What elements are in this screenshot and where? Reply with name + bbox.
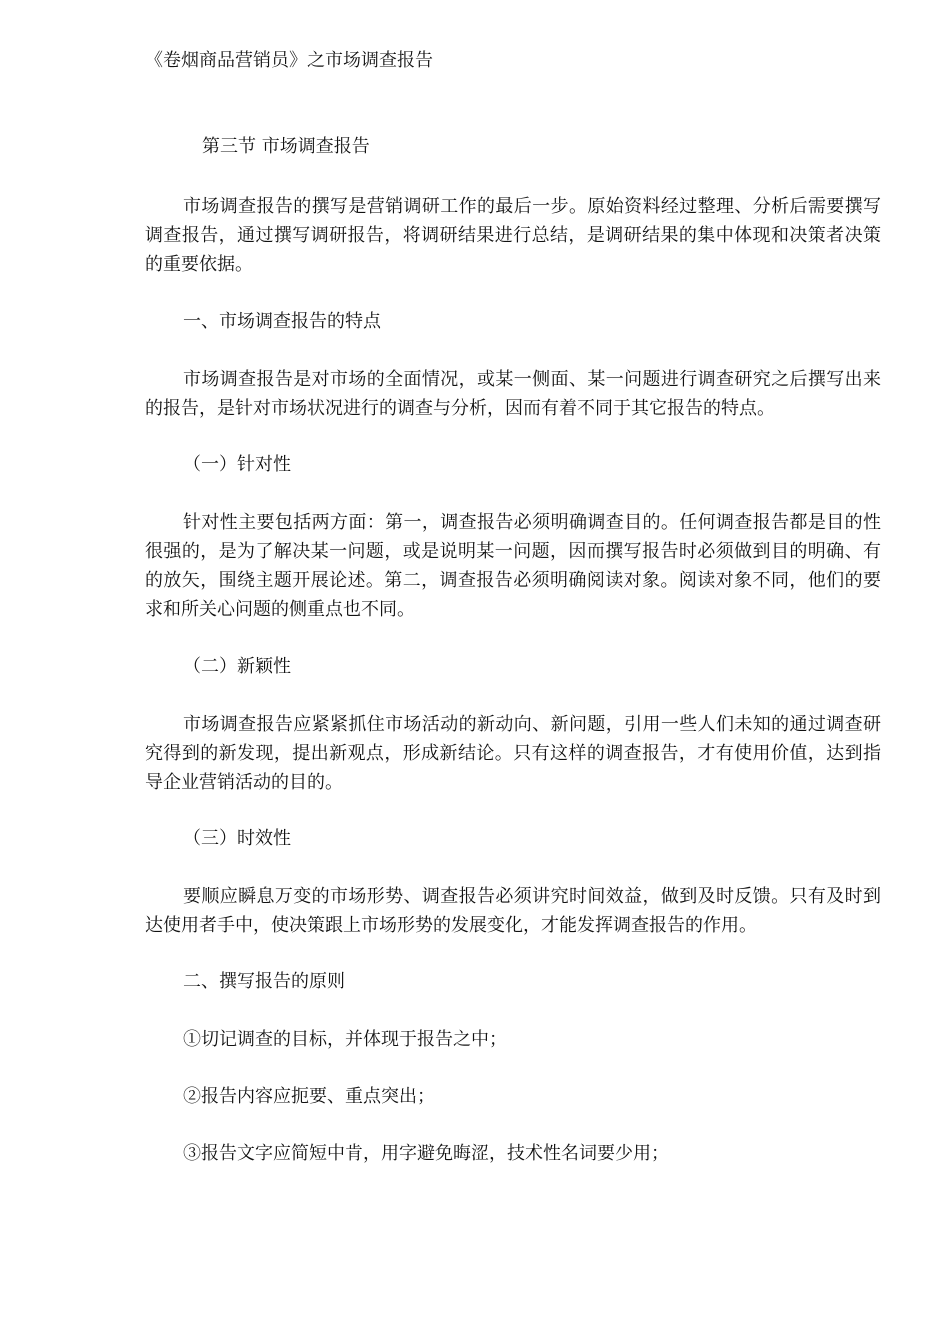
intro-paragraph: 市场调查报告的撰写是营销调研工作的最后一步。原始资料经过整理、分析后需要撰写调查报告，通过撰写调研报告，将调研结果进行总结，是调研结果的集中体现和决策者决策的重要依据。 bbox=[145, 196, 881, 275]
sub3-heading: （三）时效性 bbox=[183, 828, 291, 849]
sub1-paragraph: 针对性主要包括两方面：第一，调查报告必须明确调查目的。任何调查报告都是目的性很强的，是为了解决某一问题，或是说明某一问题，因而撰写报告时必须做到目的明确、有的放矢，围绕主题开展论述。第二，调查报告必须明确阅读对象。阅读对象不同，他们的要求和所关心问题的侧重点也不同。 bbox=[145, 512, 881, 620]
principle-item: ③报告文字应简短中肯，用字避免晦涩，技术性名词要少用； bbox=[183, 1143, 669, 1164]
sub2-heading: （二）新颖性 bbox=[183, 656, 291, 677]
part1-paragraph: 市场调查报告是对市场的全面情况，或某一侧面、某一问题进行调查研究之后撰写出来的报告，是针对市场状况进行的调查与分析，因而有着不同于其它报告的特点。 bbox=[145, 369, 881, 419]
part1-heading: 一、市场调查报告的特点 bbox=[183, 311, 381, 332]
sub3-paragraph: 要顺应瞬息万变的市场形势、调查报告必须讲究时间效益，做到及时反馈。只有及时到达使用者手中，使决策跟上市场形势的发展变化，才能发挥调查报告的作用。 bbox=[145, 886, 881, 936]
section-title: 第三节 市场调查报告 bbox=[202, 136, 370, 157]
document-title: 《卷烟商品营销员》之市场调查报告 bbox=[145, 50, 433, 71]
sub1-heading: （一）针对性 bbox=[183, 454, 291, 475]
part2-heading: 二、撰写报告的原则 bbox=[183, 971, 345, 992]
sub2-paragraph: 市场调查报告应紧紧抓住市场活动的新动向、新问题，引用一些人们未知的通过调查研究得到的新发现，提出新观点，形成新结论。只有这样的调查报告，才有使用价值，达到指导企业营销活动的目的。 bbox=[145, 714, 881, 793]
principle-item: ①切记调查的目标，并体现于报告之中； bbox=[183, 1029, 507, 1050]
principle-item: ②报告内容应扼要、重点突出； bbox=[183, 1086, 435, 1107]
